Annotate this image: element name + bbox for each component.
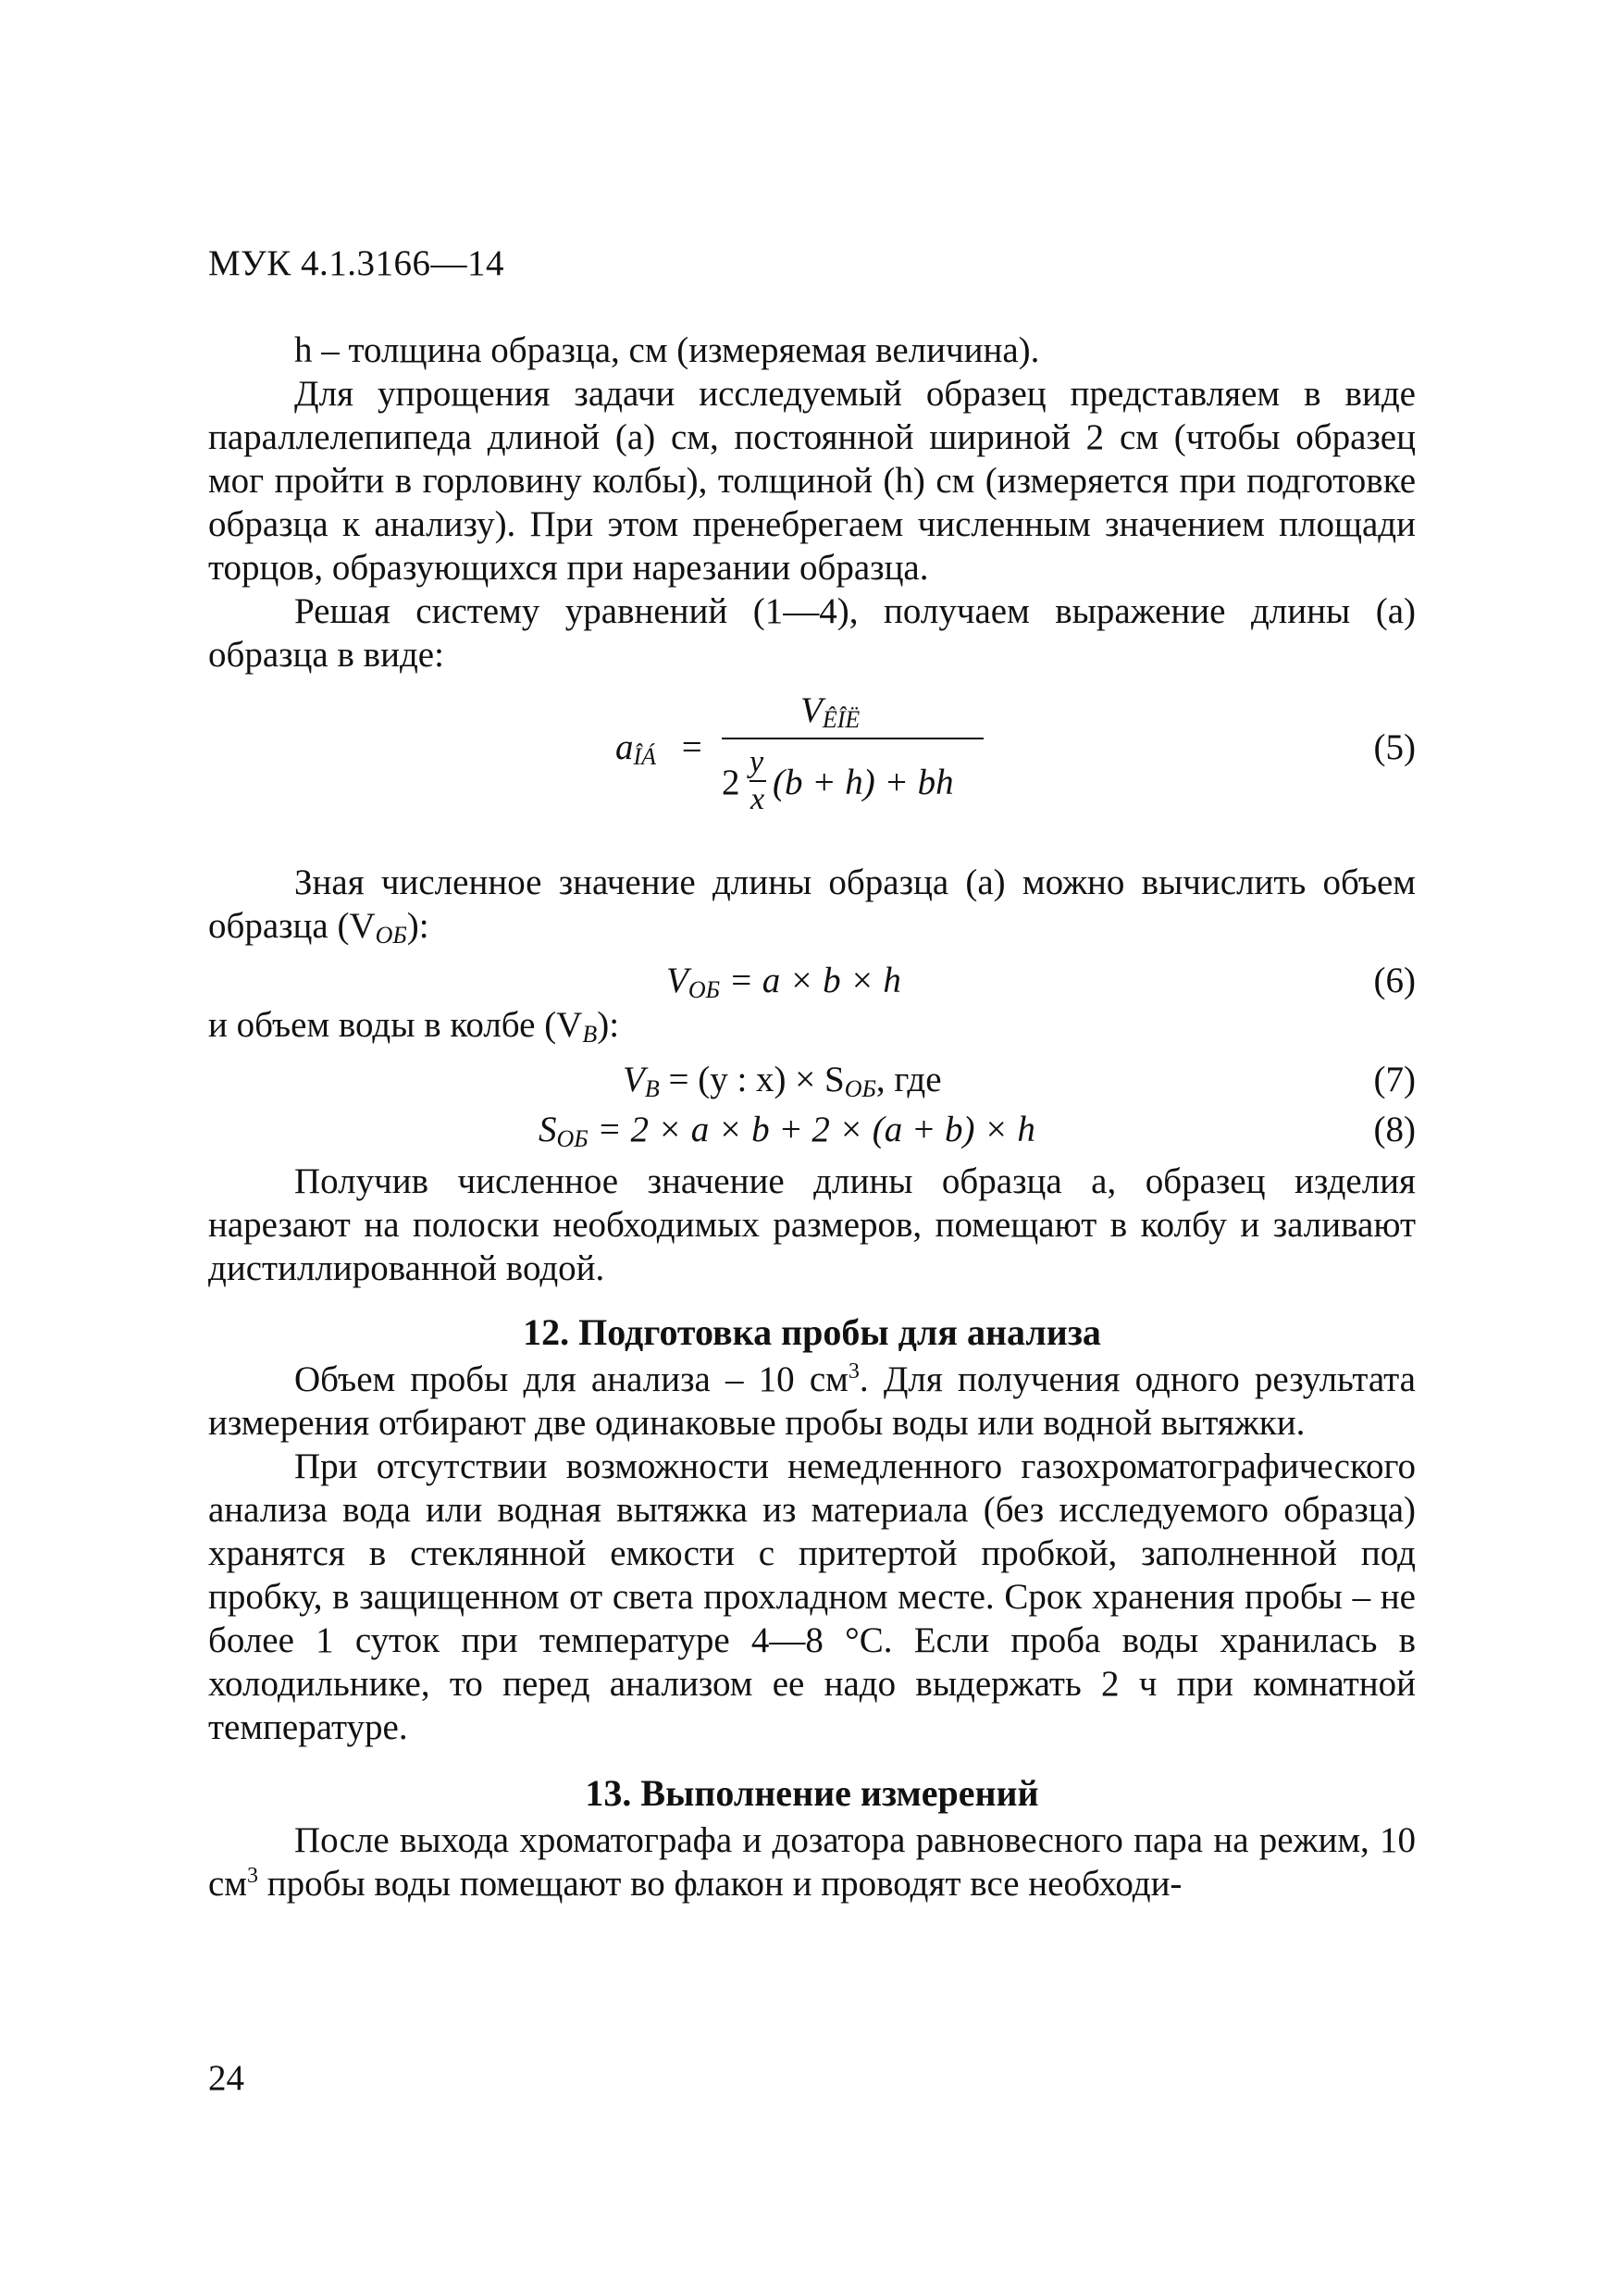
equation-5: [208, 689, 1416, 838]
document-code: МУК 4.1.3166—14: [208, 243, 505, 283]
eq8-var: S: [539, 1110, 557, 1149]
eq6-number: (6): [1373, 961, 1416, 1000]
equation-7: [208, 1056, 1416, 1102]
page-number: 24: [208, 2058, 244, 2098]
eq5-den-coef: 2: [722, 763, 740, 802]
equation-6: [208, 957, 1416, 1003]
eq6-var: V: [666, 961, 688, 1000]
paragraph-cutting-strips: Получив численное значение длины образца a, образец изделия нарезают на полоски необходимых размеров, помещают в колбу и заливают дистиллированной водой.: [208, 1161, 1416, 1288]
eq5-den-y-var: y: [750, 745, 764, 779]
eq7-sub2: ОБ: [844, 1075, 876, 1102]
s12-p1a: Объем пробы для анализа – 10 см: [294, 1359, 849, 1399]
eq5-lhs-sub: ÎÁ: [633, 743, 657, 770]
eq8-sub: ОБ: [556, 1125, 588, 1152]
p4-end: ):: [406, 906, 429, 946]
eq7-number: (7): [1373, 1060, 1416, 1099]
eq7-sub: В: [644, 1075, 660, 1102]
s13-p1a: После выхода хроматографа и дозатора равновесного пара на режим, 10 см: [208, 1820, 1416, 1904]
paragraph-sample-volume-12: [208, 1358, 1416, 1445]
section-12-title: 12. Подготовка пробы для анализа: [523, 1311, 1101, 1353]
equation-8: [208, 1106, 1416, 1152]
eq5-fraction-bar: [722, 738, 984, 739]
s13-p1sup: 3: [247, 1864, 258, 1888]
eq6-sub: ОБ: [688, 976, 720, 1003]
eq5-den-rest-text: (b + h) + bh: [773, 763, 954, 802]
eq7-body: [623, 1058, 942, 1111]
eq5-den-y: [750, 745, 763, 780]
paragraph-storage: При отсутствии возможности немедленного газохроматографического анализа вода или водная вытяжка из материала (без исследуемого образца) хранятся в стеклянной емкости с притертой пробкой, заполненной под пробку, в защищенном от света прохладном месте. Срок хранения пробы – не более 1 суток при температуре 4—8 °С. Если проба воды хранилась в холодильнике, то перед анализом ее надо выдержать 2 ч при комнатной температуре.: [208, 1446, 1416, 1747]
paragraph-measurement: [208, 1818, 1416, 1905]
eq5-number: (5): [1373, 727, 1416, 767]
eq5-den-x: [750, 782, 764, 817]
eq6-rest: = a × b × h: [719, 961, 901, 1000]
eq8-number: (8): [1373, 1110, 1416, 1149]
eq7-var: V: [623, 1060, 645, 1099]
s12-p1sup: 3: [848, 1359, 860, 1384]
p4-sub: ОБ: [375, 922, 407, 949]
paragraph-simplification: Для упрощения задачи исследуемый образец представляем в виде параллелепипеда длиной (a) см, постоянной шириной 2 см (чтобы образец мог пройти в горловину колбы), толщиной (h) см (измеряется при подготовке образца к анализу). При этом пренебрегаем численным значением площади торцов, образующихся при нарезании образца.: [208, 374, 1416, 588]
eq7-rest2: , где: [875, 1060, 942, 1099]
eq5-numerator: [800, 689, 860, 734]
p4-text: Зная численное значение длины образца (a) можно вычислить объем образца (V: [208, 863, 1416, 946]
eq5-numerator-var: V: [800, 690, 823, 730]
eq7-rest: = (y : x) × S: [659, 1060, 845, 1099]
eq8-rest: = 2 × a × b + 2 × (a + b) × h: [588, 1110, 1035, 1149]
p5-text: и объем воды в колбе (V: [208, 1005, 583, 1045]
eq5-numerator-sub: ÊÎË: [822, 706, 861, 733]
body-middle: [208, 861, 1416, 1905]
body-top: [208, 329, 1416, 676]
eq5-den-rest: [773, 762, 954, 803]
p5-end: ):: [597, 1005, 620, 1045]
paragraph-sample-volume: [208, 861, 1416, 957]
s12-p1b: . Для получения одного результата измерения отбирают две одинаковые пробы воды или водной вытяжки.: [208, 1359, 1416, 1443]
eq5-denominator: [722, 762, 740, 803]
s13-p1b: пробы воды помещают во флакон и проводят все необходи-: [258, 1864, 1183, 1904]
eq6-body: [666, 959, 901, 1011]
p5-sub: В: [582, 1021, 598, 1048]
paragraph-solving-system: Решая систему уравнений (1—4), получаем выражение длины (a) образца в виде:: [208, 591, 1416, 675]
eq5-equals: =: [681, 727, 702, 767]
eq8-body: [539, 1108, 1035, 1160]
paragraph-h-definition: h – толщина образца, см (измеряемая величина).: [294, 330, 1040, 370]
eq5-lhs-var: a: [615, 727, 634, 767]
eq5-lhs: [615, 726, 702, 771]
eq5-den-x-var: x: [750, 782, 765, 816]
section-13-title: 13. Выполнение измерений: [585, 1772, 1039, 1814]
